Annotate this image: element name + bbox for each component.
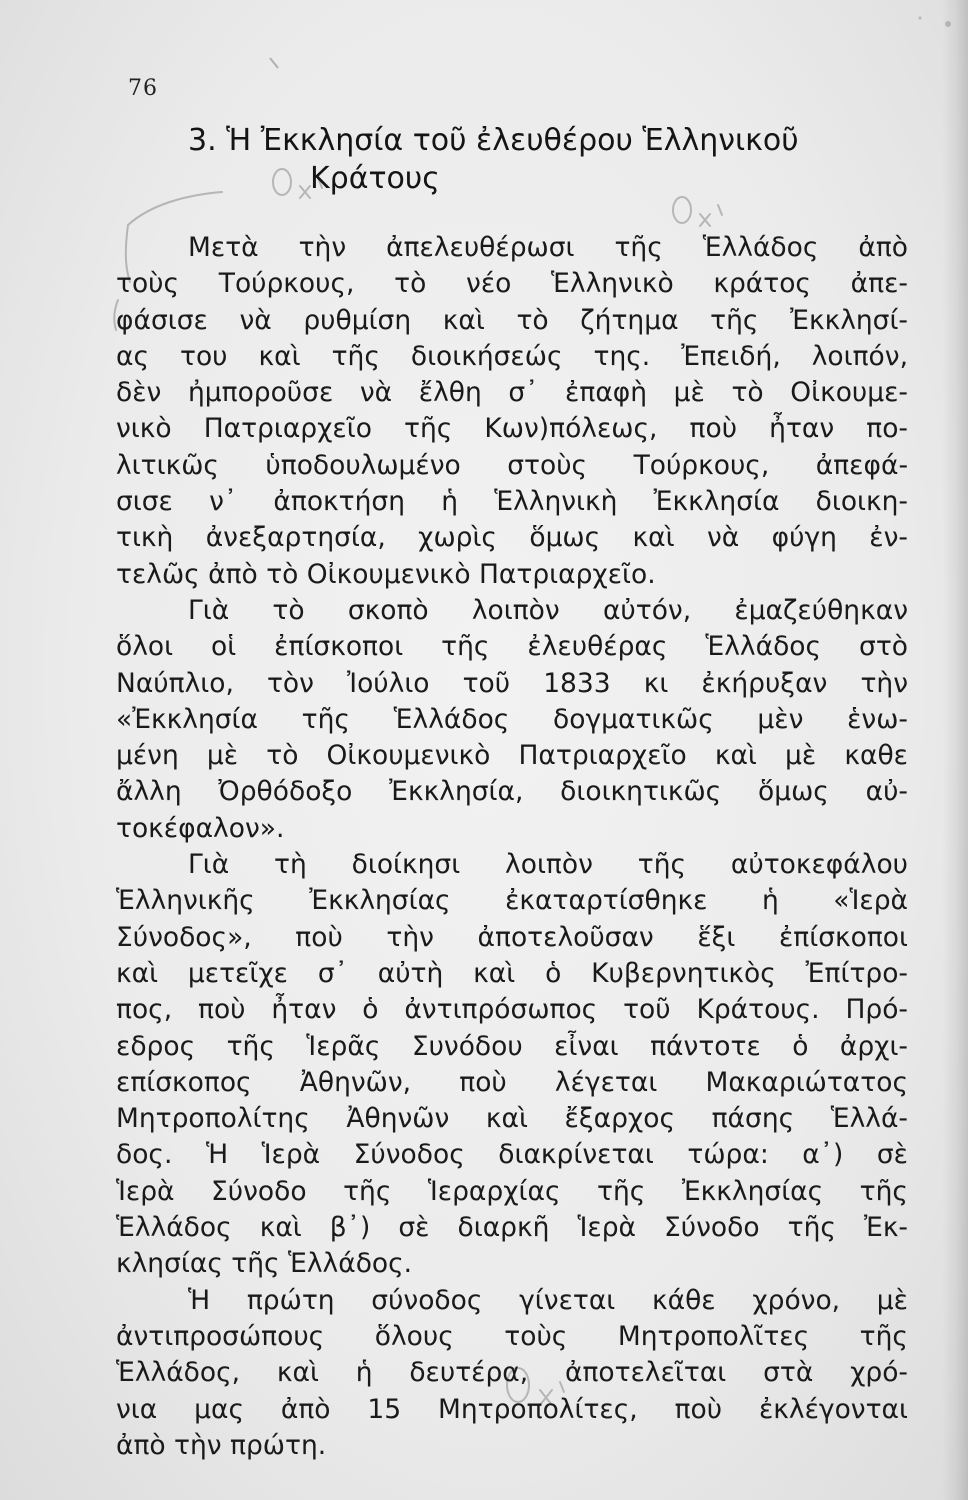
text-line: Γιὰ τὴ διοίκησι λοιπὸν τῆς αὐτοκεφάλου — [188, 849, 908, 881]
text-line: τοκέφαλον». — [116, 812, 285, 844]
text-line: Ἱερὰ Σύνοδο τῆς Ἱεραρχίας τῆς Ἐκκλησίας τῆς — [116, 1175, 908, 1207]
text-line: Σύνοδος», ποὺ τὴν ἀποτελοῦσαν ἕξι ἐπίσκοποι — [116, 921, 908, 953]
text-line: ας του καὶ τῆς διοικήσεώς της. Ἐπειδή, λοιπόν, — [116, 340, 908, 372]
text-line: τελῶς ἀπὸ τὸ Οἰκουμενικὸ Πατριαρχεῖο. — [116, 558, 656, 590]
text-line: ὅλοι οἱ ἐπίσκοποι τῆς ἐλευθέρας Ἑλλάδος στὸ — [116, 631, 908, 663]
text-line: δὲν ἠμποροῦσε νὰ ἔλθη σ᾽ ἐπαφὴ μὲ τὸ Οἰκουμε- — [116, 377, 908, 409]
text-line: Ἑλλάδος καὶ β᾽) σὲ διαρκῆ Ἱερὰ Σύνοδο τῆς Ἐκ- — [116, 1212, 908, 1244]
text-line: τικὴ ἀνεξαρτησία, χωρὶς ὅμως καὶ νὰ φύγη ἐν- — [116, 522, 908, 554]
text-line: Ἡ πρώτη σύνοδος γίνεται κάθε χρόνο, μὲ — [188, 1284, 908, 1316]
text-line: ἄλλη Ὀρθόδοξο Ἐκκλησία, διοικητικῶς ὅμως αὐ- — [116, 776, 908, 808]
text-line: νια μας ἀπὸ 15 Μητροπολίτες, ποὺ ἐκλέγονται — [116, 1393, 908, 1425]
text-line: Ἑλληνικῆς Ἐκκλησίας ἐκαταρτίσθηκε ἡ «Ἱερὰ — [116, 885, 908, 917]
text-line: νικὸ Πατριαρχεῖο τῆς Κων)πόλεως, ποὺ ἦταν πο- — [116, 413, 908, 445]
section-heading — [188, 122, 868, 198]
text-line: Γιὰ τὸ σκοπὸ λοιπὸν αὐτόν, ἐμαζεύθηκαν — [188, 594, 908, 626]
text-line: Ἑλλάδος, καὶ ἡ δευτέρα, ἀποτελεῖται στὰ χρό- — [116, 1357, 908, 1389]
page-edge-shadow — [942, 0, 968, 1500]
heading-line: Κράτους — [310, 161, 440, 196]
text-line: δος. Ἡ Ἱερὰ Σύνοδος διακρίνεται τώρα: α᾽) σὲ — [116, 1139, 908, 1171]
text-line: ἀντιπροσώπους ὅλους τοὺς Μητροπολῖτες τῆς — [116, 1320, 908, 1352]
text-line: Μητροπολίτης Ἀθηνῶν καὶ ἔξαρχος πάσης Ἑλλά- — [116, 1103, 908, 1135]
text-line: σισε ν᾽ ἀποκτήση ἡ Ἑλληνικὴ Ἐκκλησία διοικη- — [116, 486, 908, 518]
text-line: ἀπὸ τὴν πρώτη. — [116, 1429, 327, 1461]
text-line: λιτικῶς ὑποδουλωμένο στοὺς Τούρκους, ἀπεφά- — [116, 449, 908, 481]
text-line: τοὺς Τούρκους, τὸ νέο Ἑλληνικὸ κράτος ἀπε- — [116, 268, 908, 300]
text-line: επίσκοπος Ἀθηνῶν, ποὺ λέγεται Μακαριώτατος — [116, 1066, 908, 1098]
text-line: Μετὰ τὴν ἀπελευθέρωσι τῆς Ἑλλάδος ἀπὸ — [188, 232, 908, 263]
text-line: πος, ποὺ ἦταν ὁ ἀντιπρόσωπος τοῦ Κράτους. Πρό- — [116, 994, 908, 1026]
text-line: Ναύπλιο, τὸν Ἰούλιο τοῦ 1833 κι ἐκήρυξαν τὴν — [116, 667, 908, 699]
text-line: φάσισε νὰ ρυθμίση καὶ τὸ ζήτημα τῆς Ἐκκλησί- — [116, 304, 908, 336]
page-number: 76 — [128, 76, 158, 101]
body-text — [116, 230, 908, 1464]
heading-line: 3. Ἡ Ἐκκλησία τοῦ ἐλευθέρου Ἑλληνικοῦ — [188, 123, 799, 158]
text-line: εδρος τῆς Ἱερᾶς Συνόδου εἶναι πάντοτε ὁ ἀρχι- — [116, 1030, 908, 1062]
text-line: «Ἐκκλησία τῆς Ἑλλάδος δογματικῶς μὲν ἑνω- — [116, 703, 908, 735]
text-line: καὶ μετεῖχε σ᾽ αὐτὴ καὶ ὁ Κυβερνητικὸς Ἐπίτρο- — [116, 957, 908, 989]
text-line: μένη μὲ τὸ Οἰκουμενικὸ Πατριαρχεῖο καὶ μὲ καθε — [116, 740, 908, 772]
text-line: κλησίας τῆς Ἑλλάδος. — [116, 1248, 413, 1280]
